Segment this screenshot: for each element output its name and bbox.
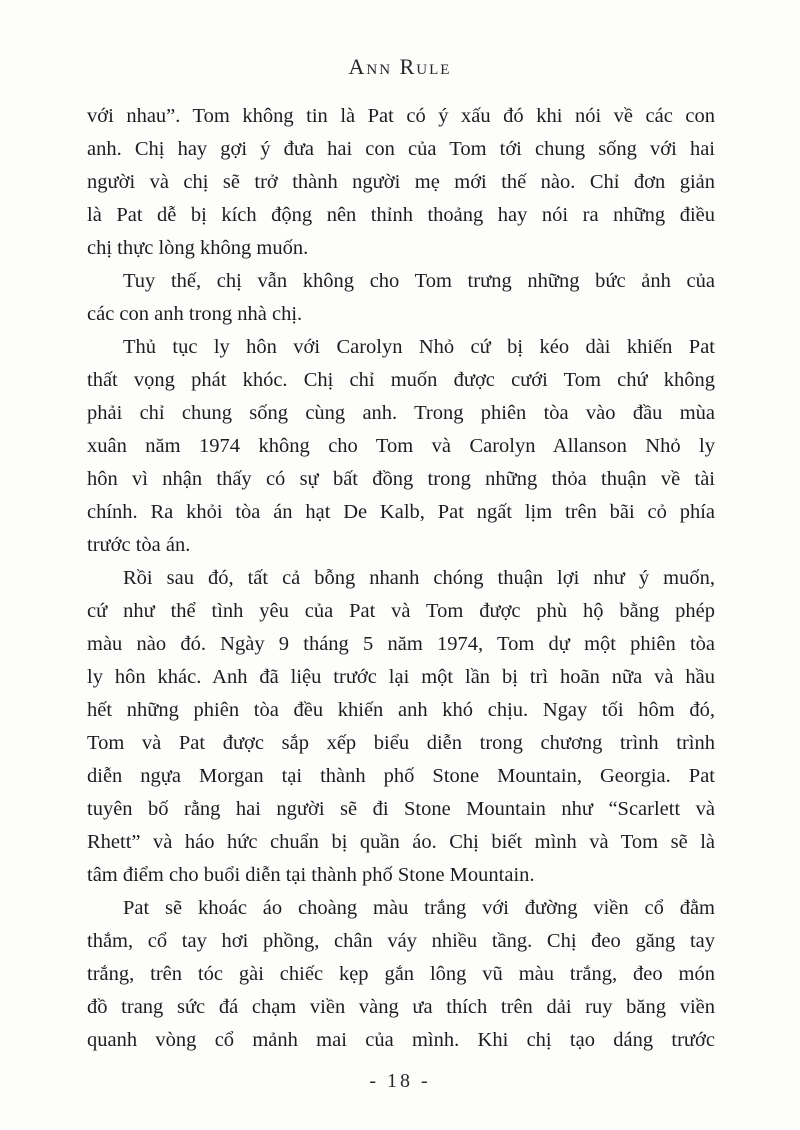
text-line: trước tòa án. bbox=[87, 534, 191, 556]
text-line: chị thực lòng không muốn. bbox=[87, 237, 309, 259]
text-line: cứ như thể tình yêu của Pat và Tom được phù hộ bằng phép bbox=[87, 600, 715, 622]
page-number: - 18 - bbox=[369, 1070, 431, 1092]
paragraph bbox=[87, 100, 715, 265]
text-line: Thủ tục ly hôn với Carolyn Nhỏ cứ bị kéo dài khiến Pat bbox=[123, 336, 715, 358]
text-line: tâm điểm cho buổi diễn tại thành phố Stone Mountain. bbox=[87, 864, 535, 886]
text-line: Rồi sau đó, tất cả bỗng nhanh chóng thuận lợi như ý muốn, bbox=[123, 567, 715, 589]
text-line: tuyên bố rằng hai người sẽ đi Stone Mountain như “Scarlett và bbox=[87, 798, 715, 820]
text-line: anh. Chị hay gợi ý đưa hai con của Tom tới chung sống với hai bbox=[87, 138, 715, 160]
paragraph bbox=[87, 331, 715, 562]
text-line: thất vọng phát khóc. Chị chỉ muốn được cưới Tom chứ không bbox=[87, 369, 715, 391]
text-line: Rhett” và háo hức chuẩn bị quần áo. Chị biết mình và Tom sẽ là bbox=[87, 831, 715, 853]
running-header: Ann Rule bbox=[348, 54, 452, 79]
paragraph bbox=[87, 562, 715, 892]
text-line: xuân năm 1974 không cho Tom và Carolyn Allanson Nhỏ ly bbox=[87, 435, 715, 457]
text-line: trắng, trên tóc gài chiếc kẹp gắn lông vũ màu trắng, đeo món bbox=[87, 963, 715, 985]
text-line: các con anh trong nhà chị. bbox=[87, 303, 303, 325]
text-line: phải chỉ chung sống cùng anh. Trong phiên tòa vào đầu mùa bbox=[87, 402, 715, 424]
text-line: hết những phiên tòa đều khiến anh khó chịu. Ngay tối hôm đó, bbox=[87, 699, 715, 721]
text-line: màu nào đó. Ngày 9 tháng 5 năm 1974, Tom dự một phiên tòa bbox=[87, 633, 715, 655]
text-line: diễn ngựa Morgan tại thành phố Stone Mountain, Georgia. Pat bbox=[87, 765, 715, 787]
text-line: Tuy thế, chị vẫn không cho Tom trưng những bức ảnh của bbox=[123, 270, 715, 292]
text-line: là Pat dễ bị kích động nên thỉnh thoảng hay nói ra những điều bbox=[87, 204, 715, 226]
text-line: đồ trang sức đá chạm viền vàng ưa thích trên dải ruy băng viền bbox=[87, 996, 715, 1018]
page-body bbox=[87, 100, 715, 1057]
text-line: Pat sẽ khoác áo choàng màu trắng với đường viền cổ đằm bbox=[123, 897, 715, 919]
text-line: Tom và Pat được sắp xếp biểu diễn trong chương trình trình bbox=[87, 732, 715, 754]
text-line: quanh vòng cổ mảnh mai của mình. Khi chị tạo dáng trước bbox=[87, 1029, 715, 1051]
text-line: người và chị sẽ trở thành người mẹ mới thế nào. Chỉ đơn giản bbox=[87, 171, 715, 193]
text-line: hôn vì nhận thấy có sự bất đồng trong những thỏa thuận về tài bbox=[87, 468, 715, 490]
text-line: ly hôn khác. Anh đã liệu trước lại một lần bị trì hoãn nữa và hầu bbox=[87, 666, 715, 688]
paragraph bbox=[87, 892, 715, 1057]
text-line: với nhau”. Tom không tin là Pat có ý xấu đó khi nói về các con bbox=[87, 105, 715, 127]
text-line: chính. Ra khỏi tòa án hạt De Kalb, Pat ngất lịm trên bãi cỏ phía bbox=[87, 501, 715, 523]
paragraph bbox=[87, 265, 715, 331]
text-line: thắm, cổ tay hơi phồng, chân váy nhiều tầng. Chị đeo găng tay bbox=[87, 930, 715, 952]
